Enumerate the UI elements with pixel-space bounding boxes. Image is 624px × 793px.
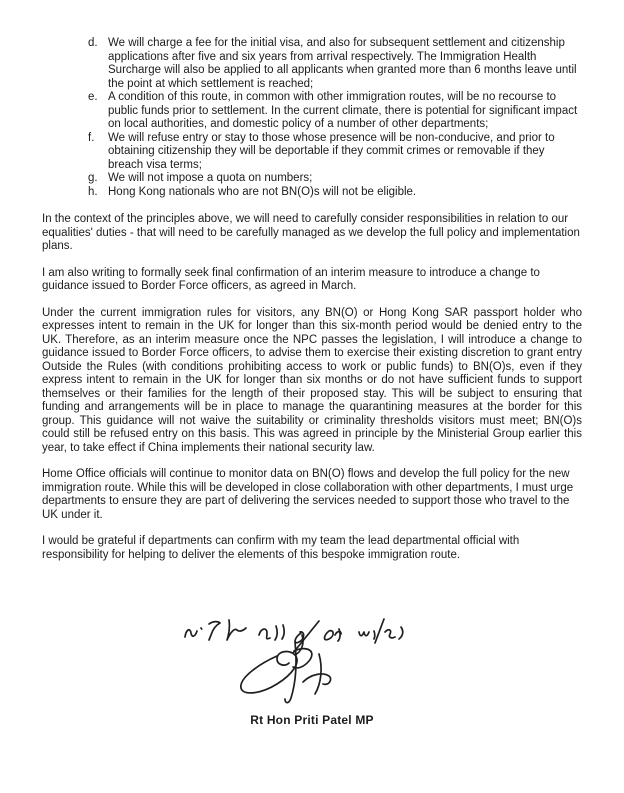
list-item-label: g. <box>88 172 98 184</box>
list-item <box>88 172 582 186</box>
lettered-list <box>42 37 582 199</box>
list-item <box>88 186 582 200</box>
list-item-text: We will refuse entry or stay to those whose presence will be non-conducive, and prior to obtaining citizenship they will be deportable if they commit crimes or removable if they breach visa terms; <box>108 131 555 171</box>
list-item-text: We will not impose a quota on numbers; <box>108 172 313 184</box>
signature-block <box>42 616 582 728</box>
list-item-label: d. <box>88 37 98 49</box>
list-item <box>88 91 582 132</box>
list-item-text: We will charge a fee for the initial visa, and also for subsequent settlement and citizenship applications after five and six years from arrival respectively. The Immigration Health Surcharge will also be applied to all applicants when granted more than 6 months leave until the point at which settlement is reached; <box>108 37 577 90</box>
paragraph-request-confirmation: I would be grateful if departments can confirm with my team the lead departmental official with responsibility for helping to deliver the elements of this bespoke immigration route. <box>42 535 520 561</box>
signature-handwriting-icon <box>177 616 427 708</box>
paragraph-interim-measure-intro: I am also writing to formally seek final confirmation of an interim measure to introduce a change to guidance issued to Border Force officers, as agreed in March. <box>42 266 540 292</box>
paragraph-border-force-guidance: Under the current immigration rules for visitors, any BN(O) or Hong Kong SAR passport holder who expresses intent to remain in the UK for longer than this six-month period would be denied entry to the UK. Therefore, as an interim measure once the NPC passes the legislation, I will introduce a change to guidance issued to Border Force officers, to advise them to exercise their existing discretion to grant entry Outside the Rules (with conditions prohibiting access to work or public funds) to BN(O)s, even if they express intent to remain in the UK for longer than six months or do not have sufficient funds to support themselves or their families for the length of their proposed stay. This will be subject to ensuring that funding and arrangements will be in place to manage the quarantining measures at the border for this group. This guidance will not waive the suitability or criminality thresholds visitors must meet; BN(O)s could still be refused entry on this basis. This was agreed in principle by the Ministerial Group earlier this year, to take effect if China implements their national security law. <box>42 306 582 454</box>
paragraph-home-office-monitoring: Home Office officials will continue to monitor data on BN(O) flows and develop the full policy for the new immigration route. While this will be developed in close collaboration with other departments, I must urge departments to ensure they are part of delivering the services needed to support those who travel to the UK under it. <box>42 468 574 521</box>
signatory-name: Rt Hon Priti Patel MP <box>250 713 374 727</box>
list-item <box>88 37 582 91</box>
list-item-text: A condition of this route, in common with other immigration routes, will be no recourse to public funds prior to settlement. In the current climate, there is potential for significant impact on local authorities, and domestic policy of a number of other departments; <box>108 91 578 130</box>
letter-body <box>42 37 582 728</box>
list-item-label: h. <box>88 185 98 198</box>
paragraph-equalities-duties: In the context of the principles above, we will need to carefully consider responsibilities in relation to our equalities' duties - that will need to be carefully managed as we develop the full policy and implementation plans. <box>42 213 580 252</box>
list-item-label: f. <box>88 131 95 144</box>
list-item-text: Hong Kong nationals who are not BN(O)s will not be eligible. <box>108 185 417 198</box>
list-item-label: e. <box>88 91 98 103</box>
list-item <box>88 132 582 173</box>
